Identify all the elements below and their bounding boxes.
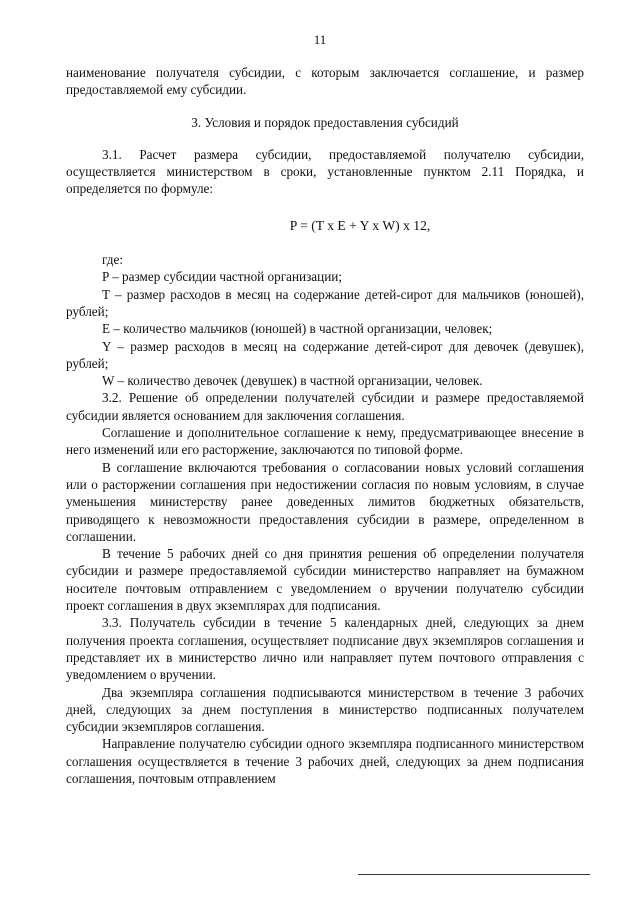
- definition-p: P – размер субсидии частной организации;: [102, 269, 343, 285]
- document-body: [66, 64, 584, 787]
- paragraph-5-working-days: В течение 5 рабочих дней со дня принятия решения об определении получателя субсидии и размере предоставляемой субсидии министерство направляет на бумажном носителе почтовым отправлением с уведомлением о вручении получателю субсидии проект соглашения в двух экземплярах для подписания.: [66, 546, 584, 614]
- definition-e: E – количество мальчиков (юношей) в частной организации, человек;: [102, 321, 493, 337]
- paragraph-sending: Направление получателю субсидии одного экземпляра подписанного министерством соглашения осуществляется в течение 3 рабочих дней, следующих за днем подписания соглашения, почтовым отправлением: [66, 736, 584, 786]
- definition-w: W – количество девочек (девушек) в частной организации, человек.: [102, 373, 483, 389]
- intro-paragraph: наименование получателя субсидии, с которым заключается соглашение, и размер предоставляемой ему субсидии.: [66, 65, 584, 98]
- definition-y: Y – размер расходов в месяц на содержание детей-сирот для девочек (девушек), рублей;: [66, 338, 584, 371]
- page-number: 11: [313, 32, 327, 47]
- paragraph-agreement-form: Соглашение и дополнительное соглашение к нему, предусматривающее внесение в него изменений или его расторжение, заключаются по типовой форме.: [66, 425, 584, 458]
- paragraph-requirements: В соглашение включаются требования о согласовании новых условий соглашения или о расторжении соглашения при недостижении согласия по новым условиям, в случае уменьшения министерству ранее доведенных лимитов бюджетных обязательств, приводящего к невозможности предоставления субсидии в размере, определенном в соглашении.: [66, 459, 584, 544]
- paragraph-3-3: 3.3. Получатель субсидии в течение 5 календарных дней, следующих за днем получения проекта соглашения, осуществляет подписание двух экземпляров соглашения и представляет их в министерство лично или направляет путем почтового отправления с уведомлением о вручении.: [66, 615, 584, 683]
- where-label: где:: [102, 252, 123, 268]
- section-heading: 3. Условия и порядок предоставления субсидий: [191, 114, 459, 130]
- paragraph-3-2: 3.2. Решение об определении получателей субсидии и размере предоставляемой субсидии является основанием для заключения соглашения.: [66, 390, 584, 423]
- paragraph-two-copies: Два экземпляра соглашения подписываются министерством в течение 3 рабочих дней, следующих за днем поступления в министерство подписанных получателем субсидии экземпляров соглашения.: [66, 684, 584, 735]
- paragraph-3-1: 3.1. Расчет размера субсидии, предоставляемой получателю субсидии, осуществляется министерством в сроки, установленные пунктом 2.11 Порядка, и определяется по формуле:: [66, 146, 584, 197]
- definition-t: T – размер расходов в месяц на содержание детей-сирот для мальчиков (юношей), рублей;: [66, 286, 584, 319]
- footer-rule: [358, 874, 590, 875]
- subsidy-formula: P = (T x E + Y x W) x 12,: [289, 217, 431, 233]
